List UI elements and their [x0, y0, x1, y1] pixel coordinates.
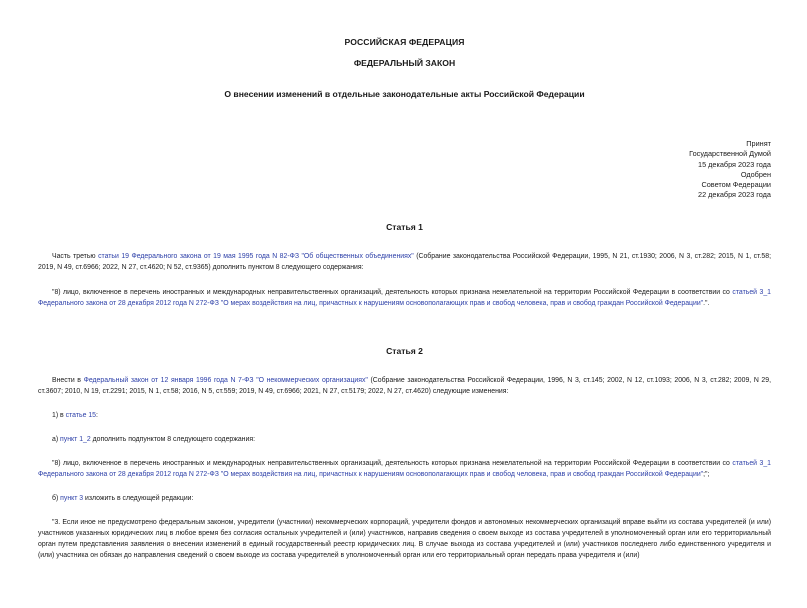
text-segment: дополнить подпунктом 8 следующего содержания:	[90, 435, 255, 443]
text-segment: "8) лицо, включенное в перечень иностранных и международных неправительственных организаций, деятельность которых признана нежелательной на территории Российской Федерации в соответствии со	[52, 459, 733, 467]
adoption-line: 15 декабря 2023 года	[698, 159, 771, 169]
article-2-item-b	[38, 493, 771, 504]
article-2-item-1	[38, 410, 771, 421]
document-page	[0, 37, 807, 608]
header-federation: РОССИЙСКАЯ ФЕДЕРАЦИЯ	[344, 37, 465, 47]
article-1-heading: Статья 1	[386, 221, 423, 232]
adoption-line: Государственной Думой	[689, 149, 771, 159]
text-segment: б)	[52, 494, 61, 502]
law-title: О внесении изменений в отдельные законодательные акты Российской Федерации	[224, 89, 585, 99]
text-segment: (Собрание законодательства Российской Федерации, 1995, N 21, ст.1930; 2006, N 3, ст.282; 2015, N 1, ст.58; 2019, N 49, ст.6966; 2022, N 27, ст.4620; N 52, ст.9365) дополнить пунктом 8 следующего содержания:	[38, 252, 772, 271]
law-link[interactable]: статьи 19 Федерального закона от 19 мая 1995 года N 82-ФЗ "Об общественных объединениях"	[98, 252, 414, 260]
text-segment: Внести в	[52, 376, 84, 384]
law-link[interactable]: статьей 3_1 Федерального закона от 28 декабря 2012 года N 272-ФЗ "О мерах воздействия на лиц, причастных к нарушениям основополагающих прав и свобод человека, прав и свобод граждан Российской Федерации"	[38, 459, 772, 478]
article-1-paragraph-2	[38, 287, 771, 309]
article-1-paragraph-1	[38, 251, 771, 273]
law-link[interactable]: пункт 3	[60, 494, 84, 502]
article-2-quote-paragraph	[38, 458, 771, 480]
text-segment: Часть третью	[52, 252, 99, 260]
law-link[interactable]: статье 15	[65, 411, 96, 419]
law-link[interactable]: пункт 1_2	[60, 435, 91, 443]
text-segment: (Собрание законодательства Российской Федерации, 1996, N 3, ст.145; 2002, N 12, ст.1093; 2006, N 3, ст.282; 2009, N 29, ст.3607; 2010, N 19, ст.2291; 2015, N 1, ст.58; 2016, N 5, ст.559; 2019, N 49, ст.6966; 2021, N 27, ст.5179; 2022, N 27, ст.4620) следующие изменения:	[38, 376, 772, 395]
text-segment: изложить в следующей редакции:	[83, 494, 194, 502]
adoption-line: 22 декабря 2023 года	[698, 190, 771, 200]
adoption-line: Принят	[746, 139, 771, 148]
law-link[interactable]: статьей 3_1 Федерального закона от 28 декабря 2012 года N 272-ФЗ "О мерах воздействия на лиц, причастных к нарушениям основополагающих прав и свобод человека, прав и свобод граждан Российской Федерации"	[38, 288, 772, 307]
adoption-line: Одобрен	[740, 169, 771, 179]
text-segment: "8) лицо, включенное в перечень иностранных и международных неправительственных организаций, деятельность которых признана нежелательной на территории Российской Федерации в соответствии со	[52, 288, 733, 296]
text-segment: ;";	[703, 470, 710, 478]
adoption-block	[38, 139, 771, 201]
text-segment: 1) в	[52, 411, 66, 419]
text-segment: .".	[703, 299, 710, 307]
article-2-item-a	[38, 434, 771, 445]
article-2-paragraph-1	[38, 375, 771, 397]
article-2-heading: Статья 2	[386, 345, 423, 356]
text-segment: :	[96, 411, 98, 419]
text-segment: а)	[52, 435, 61, 443]
article-2-final-paragraph: "3. Если иное не предусмотрено федеральным законом, учредители (участники) некоммерческих корпораций, учредители фондов и автономных некоммерческих организаций вправе выйти из состава учредителей (и или) участников указанных юридических лиц в любое время без согласия остальных учредителей и (или) участников, направив сведения о своем выходе из состава учредителей в уполномоченный орган или его территориальный орган путем представления заявления о внесении изменений в единый государственный реестр юридических лиц. В случае выхода из состава учредителей и (или) участников последнего либо единственного учредителя и (или) участника он обязан до направления сведений о своем выходе из состава учредителей в уполномоченный орган или его территориальный орган передать права учредителя и (или)	[38, 518, 771, 559]
adoption-line: Советом Федерации	[701, 180, 771, 190]
header-law-type: ФЕДЕРАЛЬНЫЙ ЗАКОН	[353, 58, 456, 68]
law-link[interactable]: Федеральный закон от 12 января 1996 года N 7-ФЗ "О некоммерческих организациях"	[83, 376, 368, 384]
